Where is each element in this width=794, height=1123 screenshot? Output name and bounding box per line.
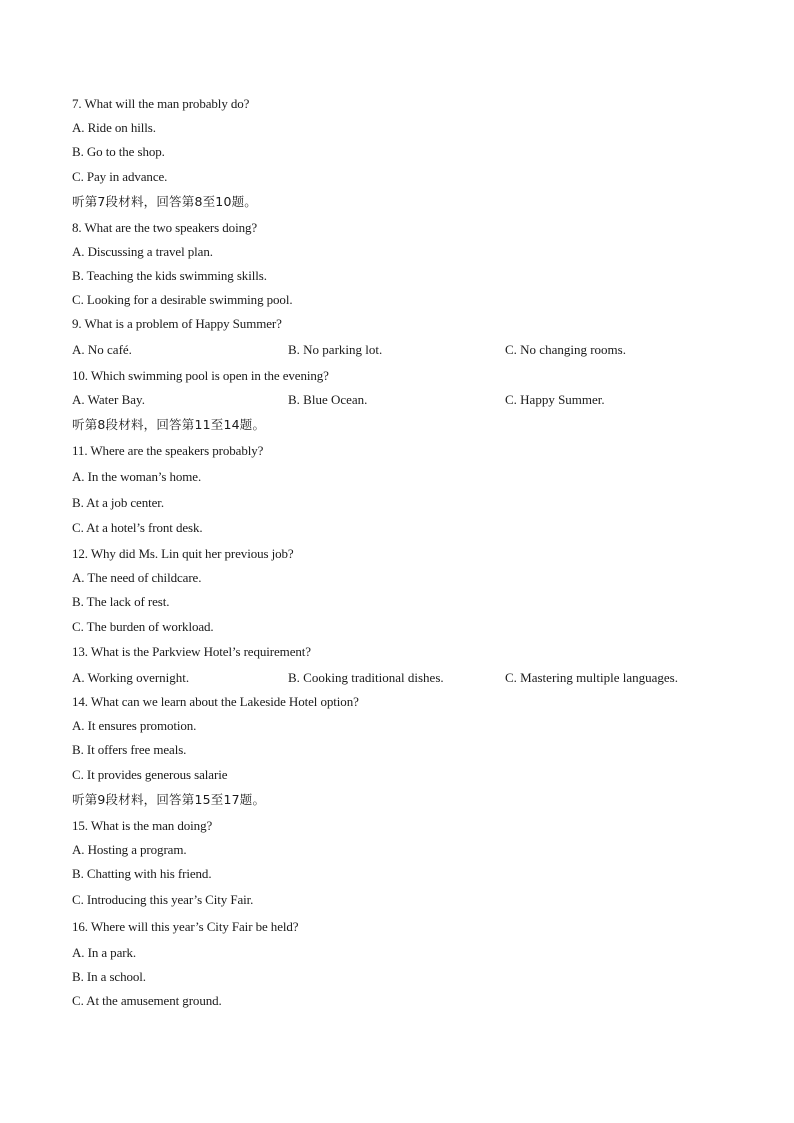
question-15-option-a: A. Hosting a program. (72, 842, 187, 857)
question-14-option-c: C. It provides generous salarie (72, 767, 228, 782)
question-13-option-b: B. Cooking traditional dishes. (288, 670, 444, 685)
question-15: 15. What is the man doing? (72, 818, 213, 833)
question-7: 7. What will the man probably do? (72, 96, 250, 111)
question-9-option-b: B. No parking lot. (288, 342, 383, 357)
question-14-option-a: A. It ensures promotion. (72, 718, 197, 733)
question-12: 12. Why did Ms. Lin quit her previous job? (72, 546, 294, 561)
question-10-option-b: B. Blue Ocean. (288, 392, 368, 407)
question-13: 13. What is the Parkview Hotel’s requirement? (72, 644, 311, 659)
question-15-option-c: C. Introducing this year’s City Fair. (72, 892, 254, 907)
question-12-option-a: A. The need of childcare. (72, 570, 202, 585)
section-7-instruction: 听第7段材料，回答第8至10题。 (72, 194, 258, 209)
question-8-option-a: A. Discussing a travel plan. (72, 244, 213, 259)
question-7-option-b: B. Go to the shop. (72, 144, 165, 159)
question-11-option-b: B. At a job center. (72, 495, 164, 510)
question-9-options (72, 342, 752, 358)
question-9-option-c: C. No changing rooms. (505, 342, 626, 357)
question-16-option-c: C. At the amusement ground. (72, 993, 222, 1008)
question-13-option-a: A. Working overnight. (72, 670, 190, 685)
question-12-option-b: B. The lack of rest. (72, 594, 170, 609)
question-16-option-b: B. In a school. (72, 969, 146, 984)
question-11-option-a: A. In the woman’s home. (72, 469, 202, 484)
question-13-option-c: C. Mastering multiple languages. (505, 670, 678, 685)
question-13-options (72, 670, 752, 686)
question-16: 16. Where will this year’s City Fair be held? (72, 919, 299, 934)
question-10-options (72, 392, 752, 408)
question-12-option-c: C. The burden of workload. (72, 619, 214, 634)
question-11: 11. Where are the speakers probably? (72, 443, 264, 458)
question-9-option-a: A. No café. (72, 342, 132, 357)
question-14: 14. What can we learn about the Lakeside Hotel option? (72, 694, 359, 709)
question-9: 9. What is a problem of Happy Summer? (72, 316, 282, 331)
question-8-option-b: B. Teaching the kids swimming skills. (72, 268, 267, 283)
section-9-instruction: 听第9段材料，回答第15至17题。 (72, 792, 266, 807)
question-7-option-c: C. Pay in advance. (72, 169, 168, 184)
question-16-option-a: A. In a park. (72, 945, 137, 960)
question-10: 10. Which swimming pool is open in the evening? (72, 368, 329, 383)
section-8-instruction: 听第8段材料，回答第11至14题。 (72, 417, 266, 432)
question-14-option-b: B. It offers free meals. (72, 742, 187, 757)
question-11-option-c: C. At a hotel’s front desk. (72, 520, 203, 535)
question-8: 8. What are the two speakers doing? (72, 220, 258, 235)
question-8-option-c: C. Looking for a desirable swimming pool. (72, 292, 293, 307)
question-10-option-a: A. Water Bay. (72, 392, 145, 407)
question-15-option-b: B. Chatting with his friend. (72, 866, 212, 881)
question-7-option-a: A. Ride on hills. (72, 120, 156, 135)
question-10-option-c: C. Happy Summer. (505, 392, 605, 407)
